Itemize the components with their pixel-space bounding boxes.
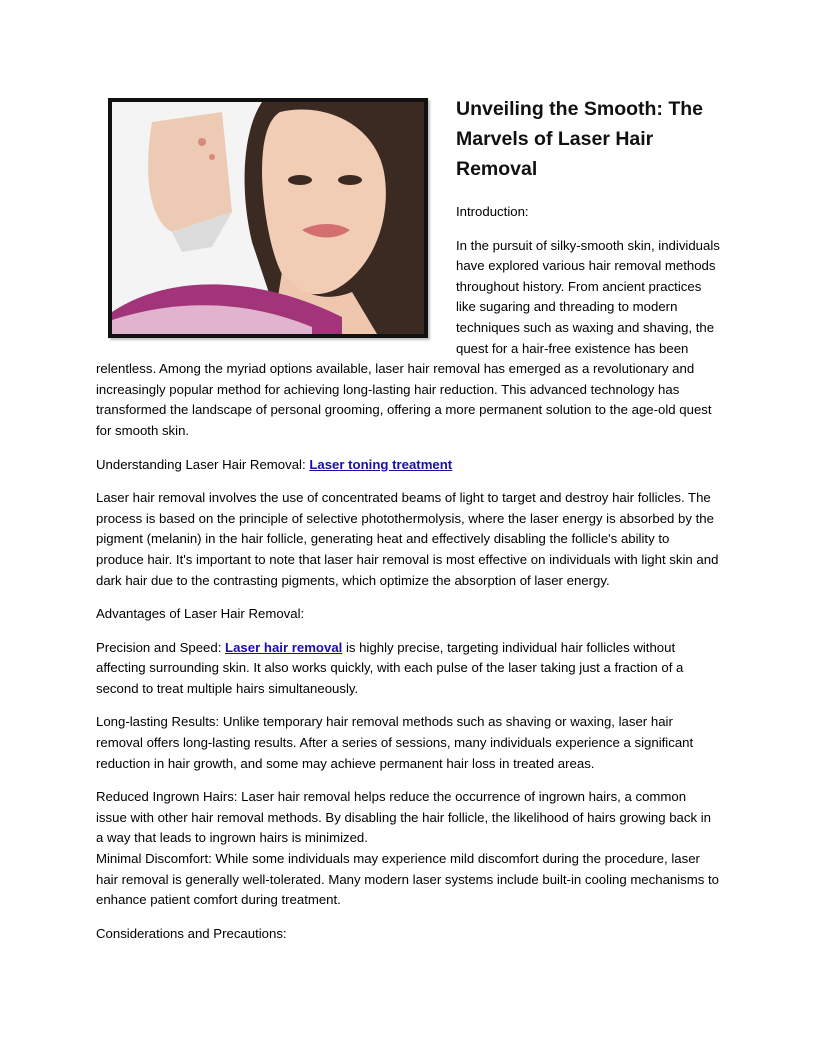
understanding-label: Understanding Laser Hair Removal: — [96, 456, 310, 472]
ingrown-paragraph: Reduced Ingrown Hairs: Laser hair removal helps reduce the occurrence of ingrown hairs, a common issue with other hair removal methods. By disabling the hair follicle, the likelihood of hairs growing back in a way that leads to ingrown hairs is minimized. — [96, 789, 711, 846]
article-image — [108, 98, 428, 338]
precision-lead: Precision and Speed: — [96, 639, 226, 655]
advantages-heading: Advantages of Laser Hair Removal: — [96, 606, 305, 622]
article-title: Unveiling the Smooth: The Marvels of Laser Hair Removal — [456, 98, 703, 180]
precision-paragraph — [96, 638, 720, 700]
precision-rest: is highly precise, targeting individual hair follicles without affecting surrounding skin. It also works quickly, with each pulse of the laser taking just a fraction of a second to treat multiple hairs simultaneously. — [96, 639, 684, 696]
considerations-heading: Considerations and Precautions: — [96, 925, 287, 941]
discomfort-paragraph: Minimal Discomfort: While some individuals may experience mild discomfort during the procedure, laser hair removal is generally well-tolerated. Many modern laser systems include built-in cooling mechanisms to enhance patient comfort during treatment. — [96, 851, 720, 908]
document-page — [96, 94, 720, 957]
understanding-heading — [96, 455, 720, 476]
woman-face-illustration — [112, 102, 424, 334]
intro-paragraph: In the pursuit of silky-smooth skin, individuals have explored various hair removal methods throughout history. From ancient practices like sugaring and threading to modern techniques such as waxing and shaving, the quest for a hair-free existence has been relentless. Among the myriad options available, laser hair removal has emerged as a revolutionary and increasingly popular method for achieving long-lasting hair reduction. This advanced technology has transformed the landscape of personal grooming, offering a more permanent solution to the age-old quest for smooth skin. — [96, 237, 720, 438]
longlasting-paragraph: Long-lasting Results: Unlike temporary hair removal methods such as shaving or waxing, laser hair removal offers long-lasting results. After a series of sessions, many individuals experience a significant reduction in hair growth, and some may achieve permanent hair loss in treated areas. — [96, 714, 694, 771]
understanding-paragraph: Laser hair removal involves the use of concentrated beams of light to target and destroy hair follicles. The process is based on the principle of selective photothermolysis, where the laser energy is absorbed by the pigment (melanin) in the hair follicle, generating heat and effectively disabling the follicle's ability to produce hair. It's important to note that laser hair removal is most effective on individuals with light skin and dark hair due to the contrasting pigments, which optimize the absorption of laser energy. — [96, 490, 719, 588]
intro-heading: Introduction: — [456, 204, 529, 219]
laser-hair-removal-link[interactable]: Laser hair removal — [225, 639, 343, 655]
laser-toning-treatment-link[interactable]: Laser toning treatment — [309, 456, 453, 472]
